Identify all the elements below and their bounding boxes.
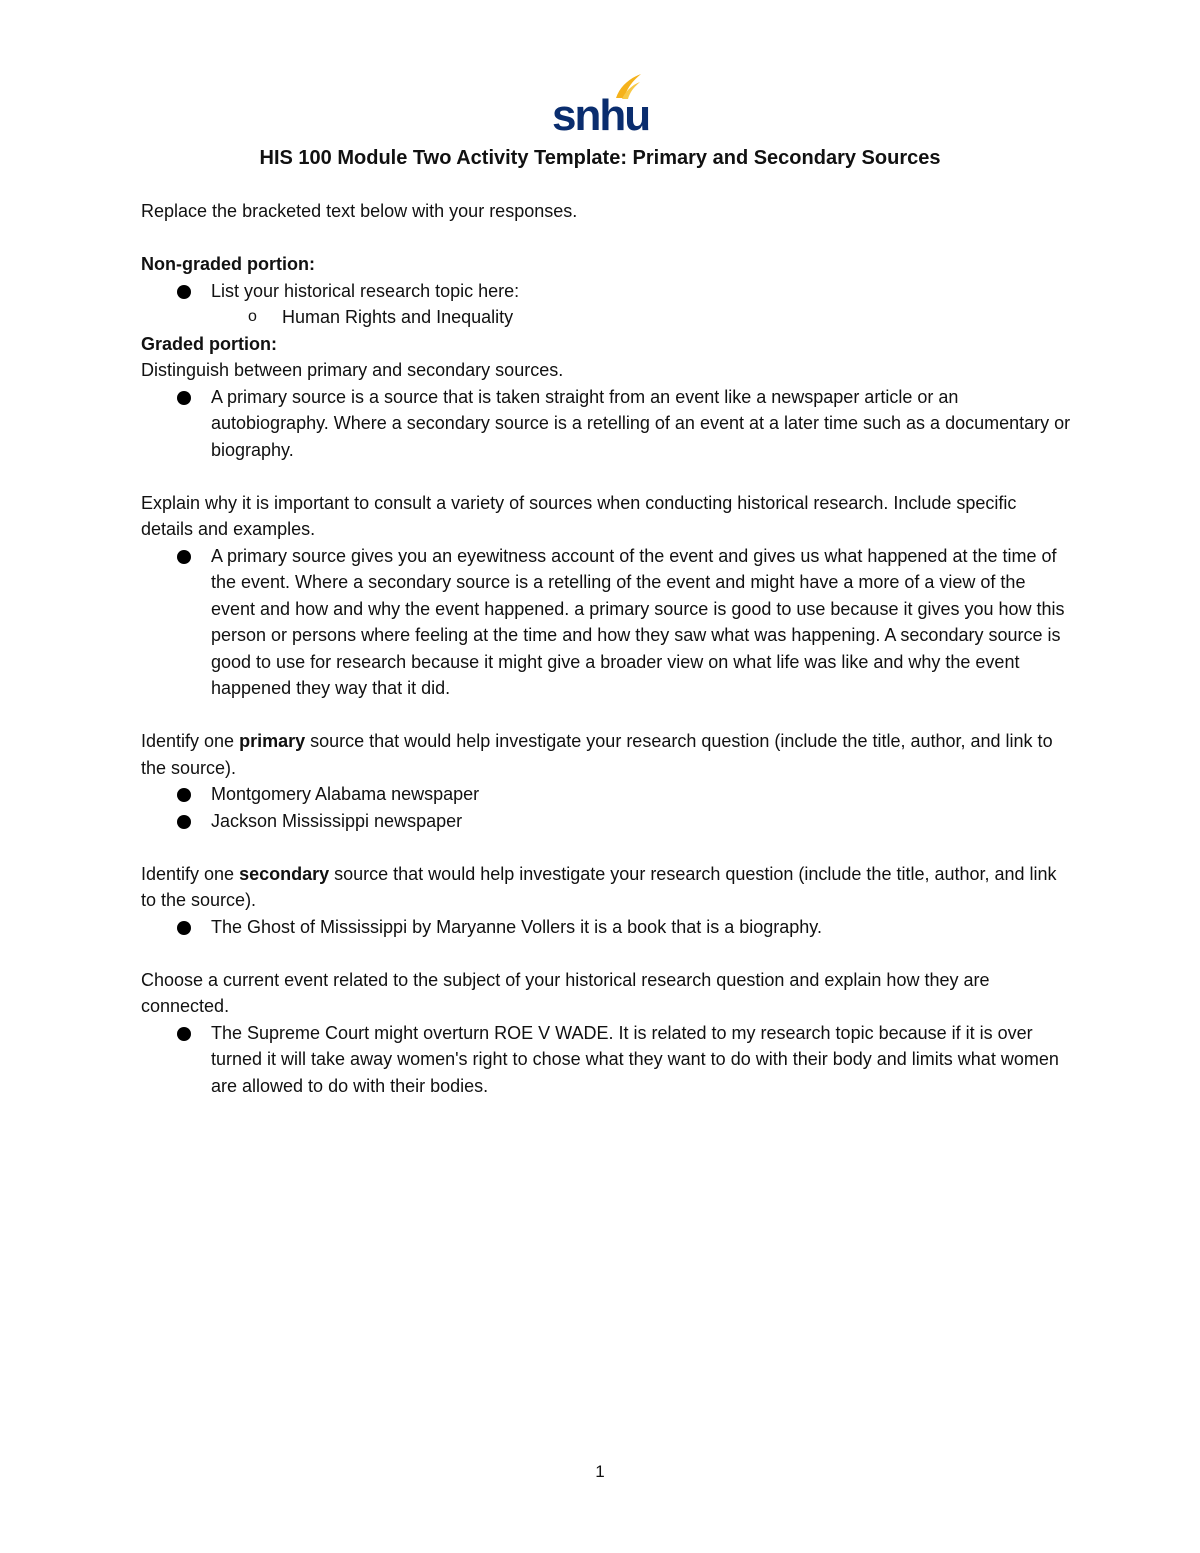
list-item <box>211 278 1071 305</box>
q4-answer: The Ghost of Mississippi by Maryanne Vollers it is a book that is a biography. <box>211 916 822 937</box>
list-item <box>211 1020 1071 1100</box>
bullet-icon <box>177 550 191 564</box>
bullet-icon <box>177 815 191 829</box>
list-item <box>211 808 1071 835</box>
sub-bullet-icon: o <box>248 308 257 325</box>
q2-answer: A primary source gives you an eyewitness account of the event and gives us what happened at the time of the event. Where a secondary source is a retelling of the event and might have a more of a view of the event and how and why the event happened. a primary source is good to use because it gives you how this person or persons where feeling at the time and how they saw what was happening. A secondary source is good to use for research because it might give a broader view on what life was like and why the event happened they way that it did. <box>211 545 1065 698</box>
list-item <box>211 914 1071 941</box>
bullet-icon <box>177 788 191 802</box>
list-item <box>211 543 1071 702</box>
topic-sublist <box>141 304 1071 331</box>
q1-answer-list <box>141 384 1071 464</box>
non-graded-heading: Non-graded portion: <box>141 254 315 274</box>
q2-answer-list <box>141 543 1071 702</box>
bullet-icon <box>177 1027 191 1041</box>
q3-answer-list <box>141 781 1071 834</box>
bullet-icon <box>177 391 191 405</box>
q1-prompt: Distinguish between primary and secondary sources. <box>141 360 564 380</box>
topic-answer: Human Rights and Inequality <box>282 307 514 327</box>
list-item <box>211 781 1071 808</box>
instruction-text: Replace the bracketed text below with your responses. <box>141 201 578 221</box>
topic-prompt: List your historical research topic here: <box>211 280 520 301</box>
list-item <box>211 384 1071 464</box>
q3-answer-2: Jackson Mississippi newspaper <box>211 810 463 831</box>
q4-answer-list <box>141 914 1071 941</box>
snhu-logo <box>552 72 650 140</box>
q3-prompt: Identify one primary source that would help investigate your research question (include the title, author, and link to the source). <box>141 731 1053 778</box>
list-item <box>248 304 1071 331</box>
document-body <box>141 198 1071 1099</box>
q5-prompt: Choose a current event related to the subject of your historical research question and explain how they are connected. <box>141 969 990 1016</box>
q5-answer: The Supreme Court might overturn ROE V WADE. It is related to my research topic because if it is over turned it will take away women's right to chose what they want to do with their body and limits what women are allowed to do with their bodies. <box>211 1022 1059 1096</box>
non-graded-list <box>141 278 1071 305</box>
document-title: HIS 100 Module Two Activity Template: Primary and Secondary Sources <box>259 147 941 169</box>
q4-prompt: Identify one secondary source that would help investigate your research question (include the title, author, and link to the source). <box>141 863 1057 910</box>
bullet-icon <box>177 921 191 935</box>
bullet-icon <box>177 285 191 299</box>
q3-answer-1: Montgomery Alabama newspaper <box>211 784 480 804</box>
graded-heading: Graded portion: <box>141 333 277 354</box>
q5-answer-list <box>141 1020 1071 1100</box>
logo-wordmark: snhu <box>552 91 650 140</box>
q1-answer: A primary source is a source that is taken straight from an event like a newspaper article or an autobiography. Where a secondary source is a retelling of an event at a later time such as a documentary or biography. <box>211 386 1071 460</box>
q2-prompt: Explain why it is important to consult a variety of sources when conducting historical research. Include specific details and examples. <box>141 492 1017 539</box>
page-number: 1 <box>595 1462 605 1481</box>
